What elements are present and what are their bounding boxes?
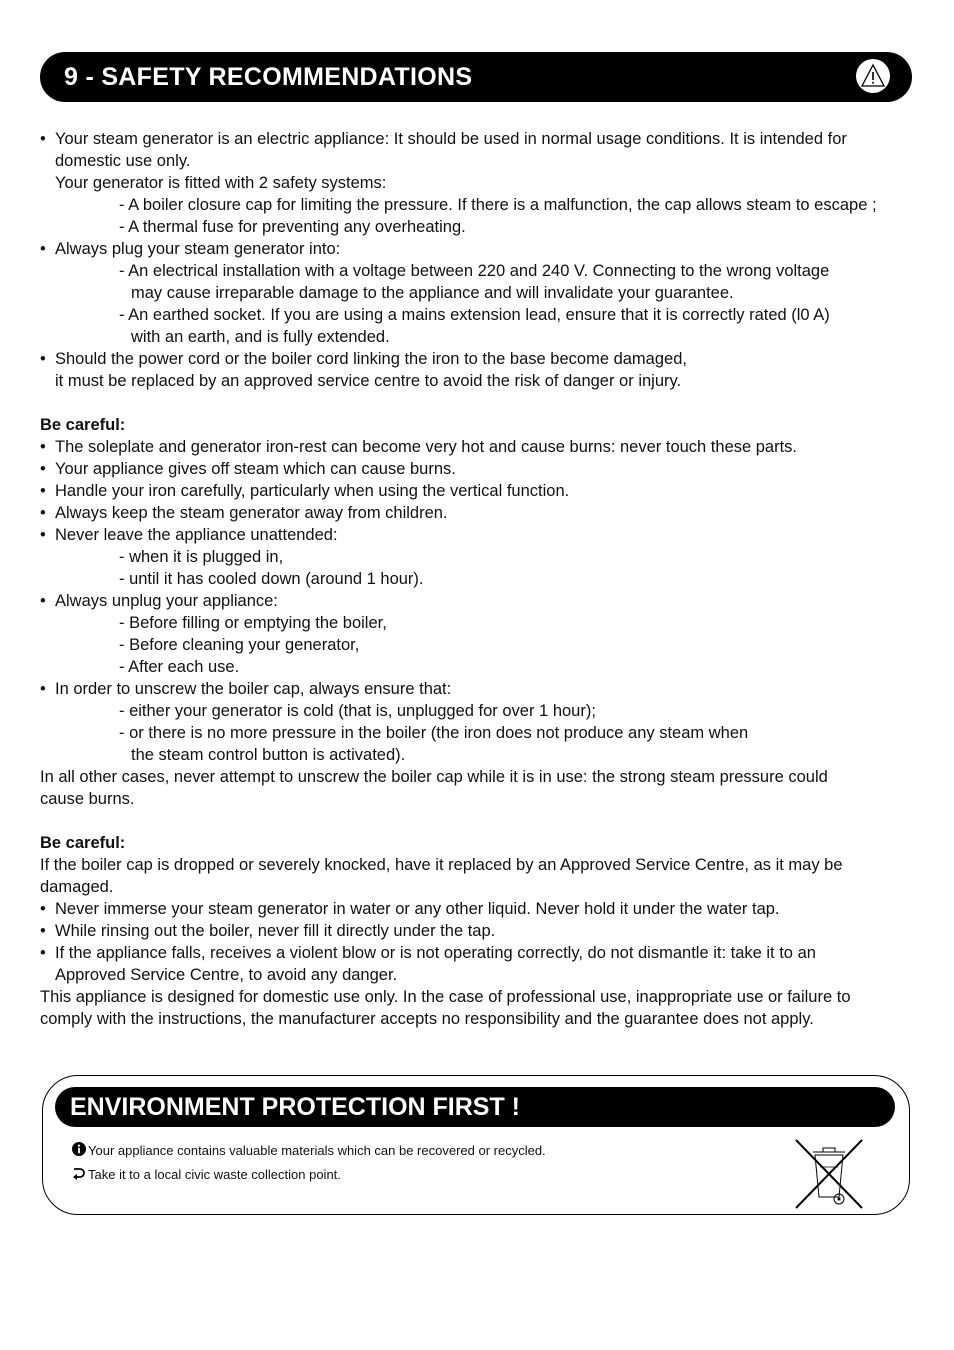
text-line <box>40 700 910 722</box>
line-text: Should the power cord or the boiler cord linking the iron to the base become damaged, <box>55 350 687 368</box>
bullet-item <box>40 678 910 700</box>
environment-arrow-line <box>72 1166 341 1183</box>
line-text: The soleplate and generator iron-rest can become very hot and cause burns: never touch these parts. <box>55 438 798 456</box>
line-text: it must be replaced by an approved service centre to avoid the risk of danger or injury. <box>55 372 682 390</box>
bullet-mark: • <box>40 482 46 500</box>
text-line <box>40 304 910 326</box>
bullet-item <box>40 128 910 150</box>
line-text: the steam control button is activated). <box>131 746 406 764</box>
line-text: - Before filling or emptying the boiler, <box>119 614 387 632</box>
text-line <box>40 260 910 282</box>
text-line <box>40 568 910 590</box>
line-text: damaged. <box>40 878 114 896</box>
line-text: If the boiler cap is dropped or severely knocked, have it replaced by an Approved Service Centre, as it may be <box>40 856 843 874</box>
environment-title: ENVIRONMENT PROTECTION FIRST ! <box>70 1093 520 1121</box>
bullet-item <box>40 920 910 942</box>
caution-heading <box>40 832 910 854</box>
line-text: Never immerse your steam generator in water or any other liquid. Never hold it under the water tap. <box>55 900 780 918</box>
text-line <box>40 766 910 788</box>
bullet-mark: • <box>40 130 46 148</box>
line-text: - or there is no more pressure in the boiler (the iron does not produce any steam when <box>119 724 749 742</box>
text-line <box>40 282 910 304</box>
line-text: In order to unscrew the boiler cap, always ensure that: <box>55 680 452 698</box>
info-text: Your appliance contains valuable materials which can be recovered or recycled. <box>88 1143 546 1158</box>
text-line <box>40 172 910 194</box>
bullet-item <box>40 942 910 964</box>
line-text: Handle your iron carefully, particularly when using the vertical function. <box>55 482 570 500</box>
bullet-mark: • <box>40 680 46 698</box>
line-text: comply with the instructions, the manufacturer accepts no responsibility and the guarantee does not apply. <box>40 1010 814 1028</box>
bullet-mark: • <box>40 900 46 918</box>
line-text: Your appliance gives off steam which can cause burns. <box>55 460 456 478</box>
section-title: 9 - SAFETY RECOMMENDATIONS <box>64 63 473 91</box>
line-text: Be careful: <box>40 834 126 852</box>
line-text: - After each use. <box>119 658 240 676</box>
text-line <box>40 854 910 876</box>
crossed-out-wheelie-bin-icon <box>793 1137 865 1216</box>
line-text: - An electrical installation with a voltage between 220 and 240 V. Connecting to the wrong voltage <box>119 262 830 280</box>
line-text: - until it has cooled down (around 1 hour). <box>119 570 424 588</box>
text-line <box>40 656 910 678</box>
text-line <box>40 546 910 568</box>
safety-text <box>40 128 910 1030</box>
line-text: Always unplug your appliance: <box>55 592 278 610</box>
text-line <box>40 216 910 238</box>
bullet-item <box>40 436 910 458</box>
bullet-mark: • <box>40 592 46 610</box>
bullet-mark: • <box>40 944 46 962</box>
spacer <box>40 810 910 832</box>
text-line <box>40 326 910 348</box>
line-text: - An earthed socket. If you are using a mains extension lead, ensure that it is correctly rated (l0 A) <box>119 306 830 324</box>
bullet-item <box>40 348 910 370</box>
text-line <box>40 986 910 1008</box>
bullet-mark: • <box>40 460 46 478</box>
line-text: - Before cleaning your generator, <box>119 636 360 654</box>
bullet-mark: • <box>40 240 46 258</box>
text-line <box>40 788 910 810</box>
arrow-icon <box>72 1166 88 1183</box>
text-line <box>40 150 910 172</box>
spacer <box>40 392 910 414</box>
caution-heading <box>40 414 910 436</box>
bullet-item <box>40 238 910 260</box>
text-line <box>40 964 910 986</box>
text-line <box>40 194 910 216</box>
bullet-mark: • <box>40 504 46 522</box>
bullet-item <box>40 590 910 612</box>
line-text: If the appliance falls, receives a violent blow or is not operating correctly, do not dismantle it: take it to an <box>55 944 816 962</box>
text-line <box>40 612 910 634</box>
environment-info-line <box>72 1142 546 1159</box>
line-text: may cause irreparable damage to the appliance and will invalidate your guarantee. <box>131 284 734 302</box>
line-text: Your generator is fitted with 2 safety systems: <box>55 174 387 192</box>
line-text: Never leave the appliance unattended: <box>55 526 338 544</box>
line-text: Be careful: <box>40 416 126 434</box>
line-text: Always plug your steam generator into: <box>55 240 341 258</box>
environment-header <box>55 1087 895 1127</box>
line-text: Always keep the steam generator away from children. <box>55 504 448 522</box>
line-text: In all other cases, never attempt to unscrew the boiler cap while it is in use: the strong steam pressure could <box>40 768 828 786</box>
line-text: Approved Service Centre, to avoid any danger. <box>55 966 398 984</box>
line-text: cause burns. <box>40 790 135 808</box>
bullet-mark: • <box>40 350 46 368</box>
text-line <box>40 634 910 656</box>
line-text: with an earth, and is fully extended. <box>131 328 390 346</box>
bullet-mark: • <box>40 526 46 544</box>
text-line <box>40 1008 910 1030</box>
line-text: - A thermal fuse for preventing any overheating. <box>119 218 466 236</box>
text-line <box>40 370 910 392</box>
text-line <box>40 722 910 744</box>
text-line <box>40 744 910 766</box>
arrow-text: Take it to a local civic waste collection point. <box>88 1167 341 1182</box>
bullet-item <box>40 458 910 480</box>
text-line <box>40 876 910 898</box>
bullet-item <box>40 502 910 524</box>
warning-triangle-icon <box>856 59 890 93</box>
line-text: domestic use only. <box>55 152 191 170</box>
bullet-item <box>40 898 910 920</box>
line-text: - when it is plugged in, <box>119 548 284 566</box>
info-icon <box>72 1142 88 1159</box>
bullet-mark: • <box>40 438 46 456</box>
line-text: - either your generator is cold (that is, unplugged for over 1 hour); <box>119 702 596 720</box>
bullet-item <box>40 524 910 546</box>
line-text: While rinsing out the boiler, never fill it directly under the tap. <box>55 922 496 940</box>
line-text: Your steam generator is an electric appliance: It should be used in normal usage conditions. It is intended for <box>55 130 847 148</box>
bullet-mark: • <box>40 922 46 940</box>
line-text: - A boiler closure cap for limiting the pressure. If there is a malfunction, the cap allows steam to escape ; <box>119 196 877 214</box>
line-text: This appliance is designed for domestic use only. In the case of professional use, inappropriate use or failure to <box>40 988 851 1006</box>
bullet-item <box>40 480 910 502</box>
section-header <box>40 52 912 102</box>
